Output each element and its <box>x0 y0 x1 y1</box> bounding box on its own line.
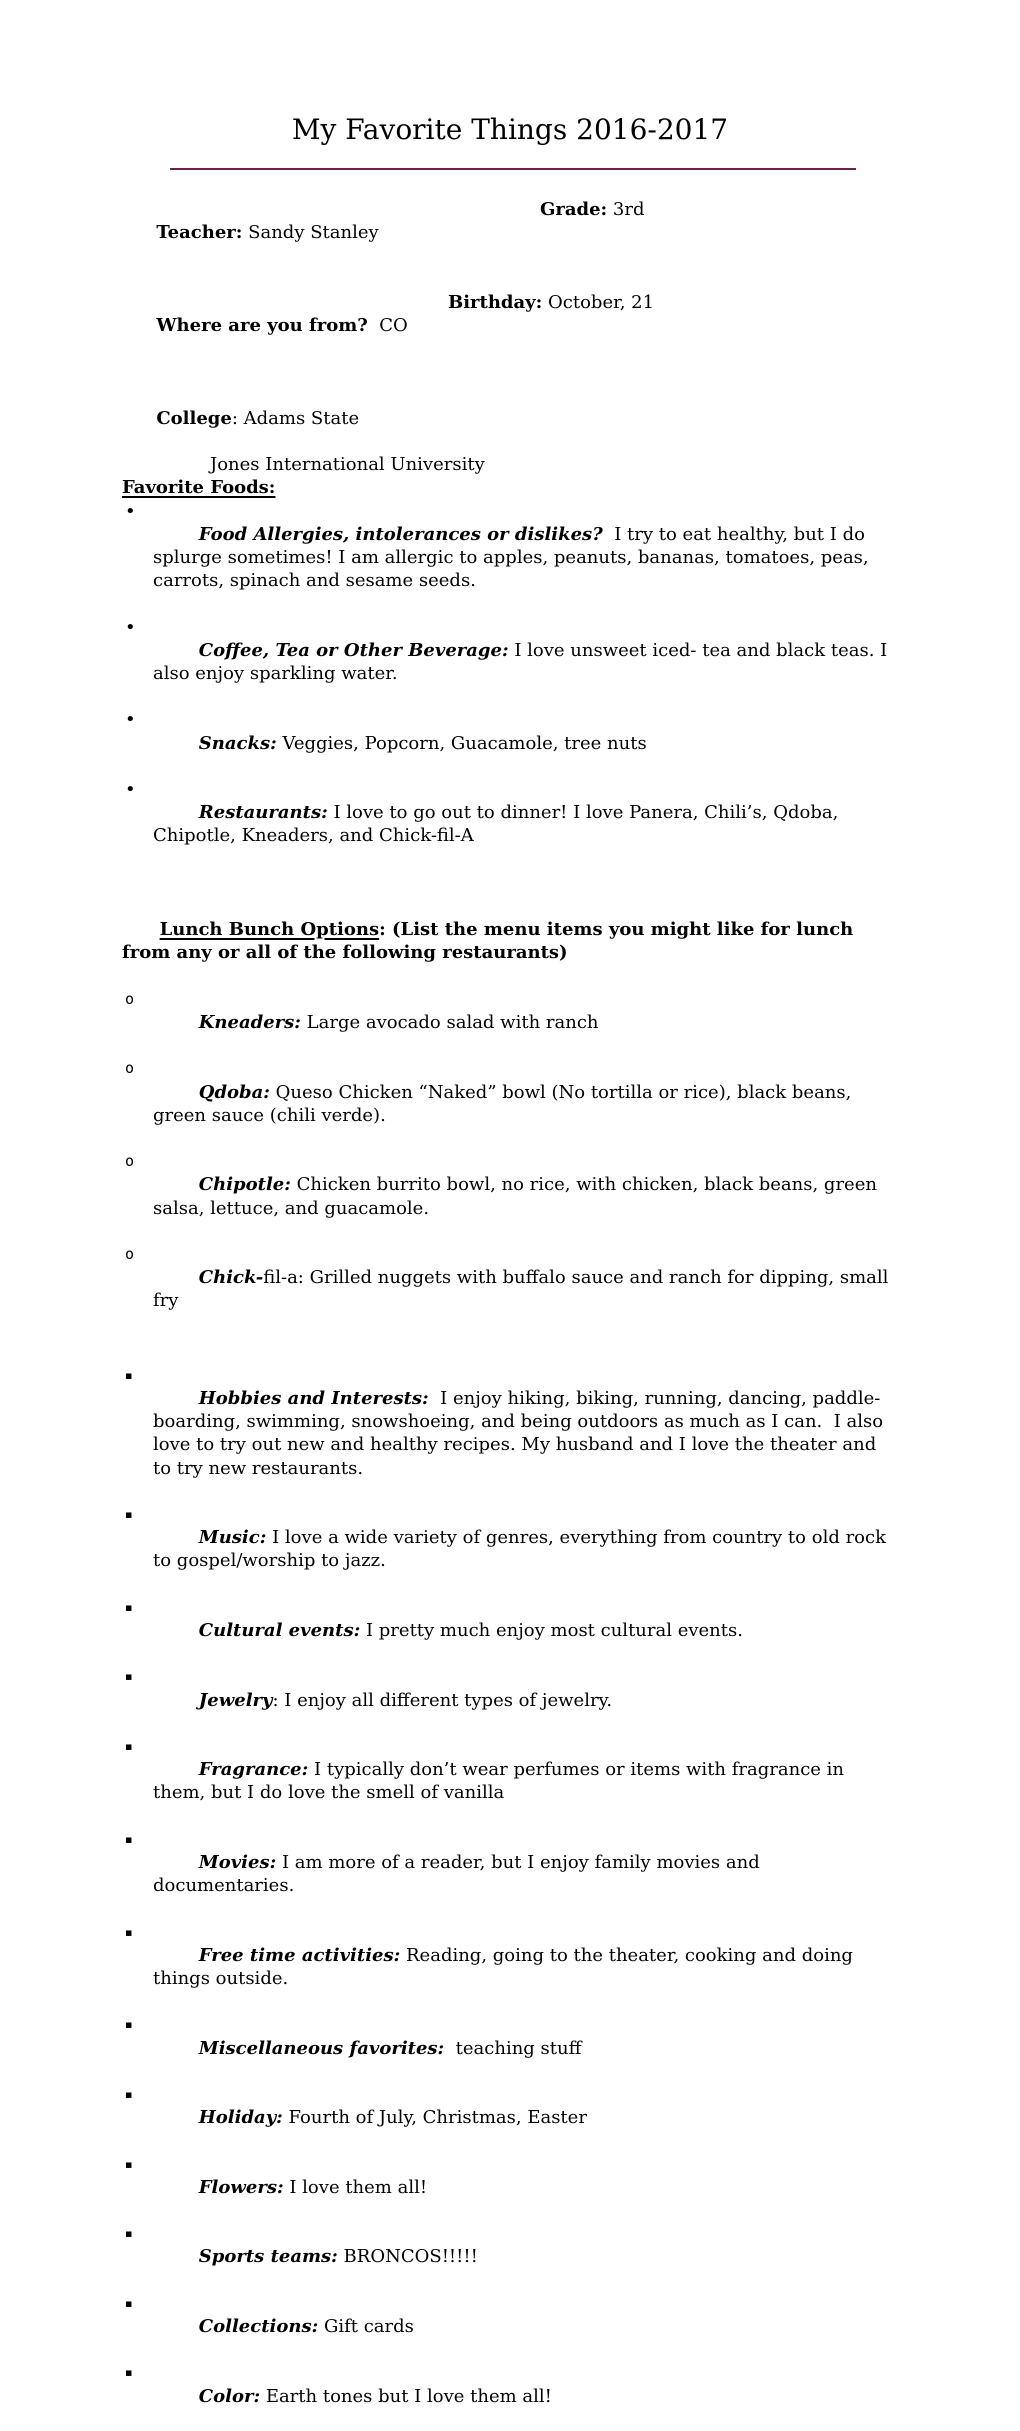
item-text: I typically don’t wear perfumes or items with fragrance in them, but I do love the smell of vanilla <box>153 1759 850 1804</box>
grade-field <box>540 198 645 221</box>
item-label: Food Allergies, intolerances or dislikes? <box>198 523 603 545</box>
lunch-bunch-heading-underlined: Lunch Bunch Options <box>159 919 380 941</box>
item-label: Cultural events: <box>198 1619 361 1641</box>
list-item <box>122 2361 900 2431</box>
square-bullet-icon: ▪ <box>125 1832 133 1846</box>
teacher-value: Sandy Stanley <box>242 222 379 244</box>
lunch-bunch-heading-rest: : (List the menu items you might like for lunch from any or all of the following restaurants) <box>122 919 860 964</box>
square-bullet-icon: ▪ <box>125 1670 133 1684</box>
item-text: : I enjoy all different types of jewelry. <box>272 1689 613 1711</box>
item-text: I love a wide variety of genres, everything from country to old rock to gospel/worship to jazz. <box>153 1527 892 1572</box>
item-text: Large avocado salad with ranch <box>300 1011 599 1033</box>
item-label: Qdoba: <box>198 1081 270 1103</box>
round-bullet-icon: • <box>125 500 136 522</box>
college-value: : Adams State <box>231 407 360 429</box>
list-item <box>122 988 900 1058</box>
birthday-label: Birthday: <box>448 291 543 313</box>
item-text: Queso Chicken “Naked” bowl (No tortilla or rice), black beans, green sauce (chili verde). <box>153 1081 858 1126</box>
round-bullet-icon: • <box>125 709 136 731</box>
list-item <box>122 1503 900 1596</box>
square-bullet-icon: ▪ <box>125 1740 133 1753</box>
lunch-bunch-list <box>122 988 900 1336</box>
circle-bullet-icon: o <box>125 1059 135 1078</box>
item-text: BRONCOS!!!!! <box>337 2246 478 2268</box>
item-text: Reading, going to the theater, cooking and doing things outside. <box>153 1944 859 1990</box>
birthday-value: October, 21 <box>542 291 655 313</box>
round-bullet-icon: • <box>125 616 136 638</box>
item-text: teaching stuff <box>444 2037 582 2059</box>
list-item <box>122 778 900 871</box>
list-item <box>122 1921 900 2014</box>
item-text: I love them all! <box>283 2176 428 2198</box>
favorite-foods-list <box>122 500 900 871</box>
item-label: Coffee, Tea or Other Beverage: <box>198 639 509 661</box>
from-label: Where are you from? <box>156 315 368 337</box>
circle-bullet-icon: o <box>125 1244 135 1263</box>
item-text: Fourth of July, Christmas, Easter <box>282 2107 587 2129</box>
list-item <box>122 2153 900 2223</box>
item-label: Kneaders: <box>198 1011 301 1033</box>
document-page <box>0 112 1020 2407</box>
favorite-foods-heading: Favorite Foods: <box>122 477 276 499</box>
list-item <box>122 1665 900 1735</box>
list-item <box>122 1828 900 1921</box>
list-item <box>122 2083 900 2153</box>
square-bullet-icon: ▪ <box>125 1507 133 1521</box>
square-bullet-icon: ▪ <box>125 2088 133 2102</box>
square-bullet-icon: ▪ <box>125 2366 133 2380</box>
item-label: Miscellaneous favorites: <box>198 2037 445 2059</box>
lunch-bunch-heading <box>122 895 900 988</box>
item-label: Snacks: <box>198 732 277 754</box>
teacher-label: Teacher: <box>156 222 243 244</box>
item-text: Earth tones but I love them all! <box>260 2385 552 2407</box>
item-label: Hobbies and Interests: <box>198 1387 429 1409</box>
college-row-2: Jones International University <box>210 454 485 476</box>
birthday-field <box>448 291 654 314</box>
title-divider-line <box>170 168 856 170</box>
item-text: fil-a: Grilled nuggets with buffalo sauce and ranch for dipping, small fry <box>153 1267 895 1312</box>
from-row <box>122 291 900 384</box>
list-item <box>122 1364 900 1503</box>
page-title: My Favorite Things 2016-2017 <box>291 113 729 146</box>
grade-label: Grade: <box>540 199 608 220</box>
item-label: Chick- <box>198 1267 264 1289</box>
square-bullet-icon: ▪ <box>125 2296 133 2310</box>
item-label: Movies: <box>198 1852 277 1874</box>
item-label: Free time activities: <box>198 1944 401 1966</box>
item-text: Chicken burrito bowl, no rice, with chicken, black beans, green salsa, lettuce, and guacamole. <box>153 1174 883 1219</box>
square-bullet-icon: ▪ <box>125 2157 133 2171</box>
item-text: I love to go out to dinner! I love Panera, Chili’s, Qdoba, Chipotle, Kneaders, and Chick-fil-A <box>153 802 845 847</box>
list-item <box>122 1735 900 1828</box>
section-gap <box>122 1336 900 1364</box>
item-label: Holiday: <box>198 2107 283 2129</box>
square-bullet-icon: ▪ <box>125 1925 133 1939</box>
list-item <box>122 1596 900 1666</box>
list-item <box>122 708 900 778</box>
item-text: I am more of a reader, but I enjoy family movies and documentaries. <box>153 1852 766 1897</box>
list-item <box>122 616 900 709</box>
document-body <box>122 198 900 2431</box>
item-label: Flowers: <box>198 2176 284 2198</box>
round-bullet-icon: • <box>125 779 136 801</box>
item-label: Restaurants: <box>198 802 328 824</box>
item-label: Jewelry <box>198 1689 273 1711</box>
item-label: Collections: <box>198 2316 319 2338</box>
list-item <box>122 1057 900 1150</box>
item-text: Veggies, Popcorn, Guacamole, tree nuts <box>276 732 647 754</box>
item-label: Sports teams: <box>198 2246 338 2268</box>
item-text: I enjoy hiking, biking, running, dancing, paddle-boarding, swimming, snowshoeing, and being outdoors as much as I can. I also love to try out new and healthy recipes. My husband and I love the theater and to try new restaurants. <box>153 1387 889 1479</box>
from-value: CO <box>367 315 408 337</box>
square-bullet-icon: ▪ <box>125 2018 133 2032</box>
grade-value: 3rd <box>607 199 645 220</box>
list-item <box>122 2222 900 2292</box>
college-row <box>122 384 900 454</box>
item-text: I pretty much enjoy most cultural events. <box>360 1619 743 1641</box>
item-label: Music: <box>198 1527 267 1549</box>
college-label: College <box>156 407 232 429</box>
item-label: Chipotle: <box>198 1174 291 1196</box>
square-bullet-icon: ▪ <box>125 2227 133 2241</box>
item-text: I love unsweet iced- tea and black teas. I also enjoy sparkling water. <box>153 639 893 685</box>
list-item <box>122 1243 900 1336</box>
list-item <box>122 2013 900 2083</box>
circle-bullet-icon: o <box>125 989 135 1008</box>
teacher-row <box>122 198 900 291</box>
item-text: Gift cards <box>318 2316 414 2338</box>
item-label: Fragrance: <box>198 1759 309 1781</box>
item-text: I try to eat healthy, but I do splurge sometimes! I am allergic to apples, peanuts, bananas, tomatoes, peas, carrots, spinach and sesame seeds. <box>153 523 875 592</box>
square-bullet-icon: ▪ <box>125 1600 133 1614</box>
list-item <box>122 1150 900 1243</box>
section-gap <box>122 871 900 895</box>
circle-bullet-icon: o <box>125 1152 135 1171</box>
item-label: Color: <box>198 2385 261 2407</box>
list-item <box>122 2292 900 2362</box>
square-bullet-icon: ▪ <box>125 1368 133 1382</box>
list-item <box>122 500 900 616</box>
interests-list <box>122 1364 900 2431</box>
